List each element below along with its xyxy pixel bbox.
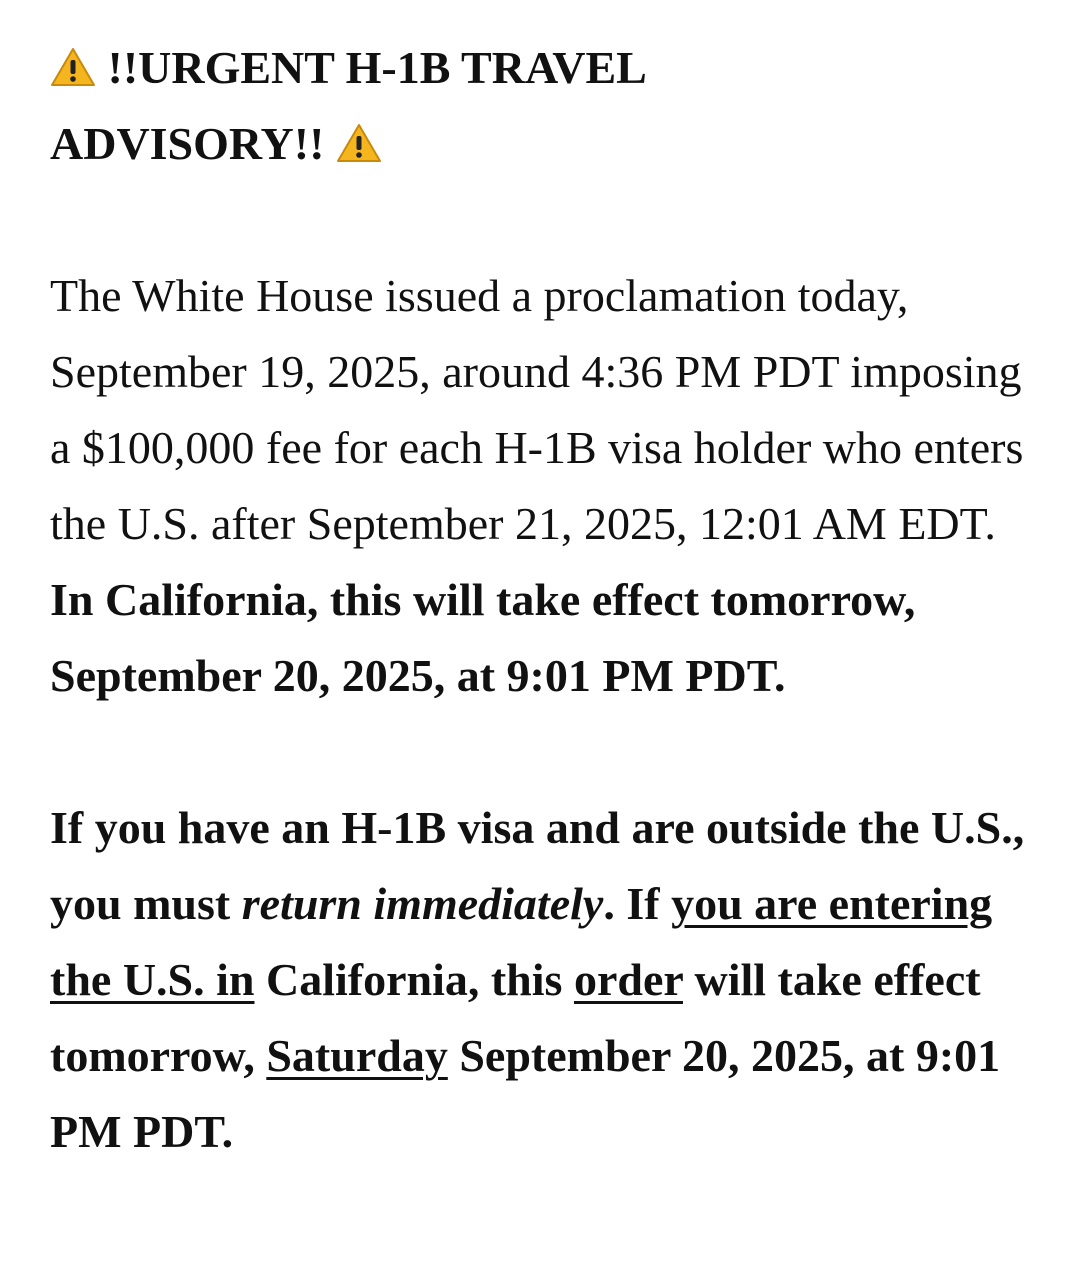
paragraph2-underline-order: order — [573, 954, 683, 1005]
paragraph2-part5: September 20, 2025, at 9:01 PM PDT. — [50, 1030, 1001, 1157]
paragraph2-part3: California, this — [254, 954, 574, 1005]
paragraph-instructions — [50, 790, 1050, 1170]
warning-icon — [336, 123, 382, 163]
paragraph-proclamation — [50, 258, 1050, 714]
spacer — [50, 714, 1050, 790]
title-line-2: ADVISORY!! — [50, 118, 325, 169]
advisory-title — [50, 30, 1050, 182]
paragraph2-underline-entering: you are entering the U.S. in — [50, 878, 993, 1005]
warning-icon — [50, 47, 96, 87]
paragraph2-part2: . If — [603, 878, 672, 929]
paragraph2-part4: will take effect tomorrow, — [50, 954, 981, 1081]
paragraph1-bold-text: In California, this will take effect tomorrow, September 20, 2025, at 9:01 PM PDT. — [50, 574, 916, 701]
paragraph1-text: The White House issued a proclamation today, September 19, 2025, around 4:36 PM PDT imposing a $100,000 fee for each H-1B visa holder who enters the U.S. after September 21, 2025, 12:01 AM EDT. — [50, 270, 1024, 549]
paragraph2-italic: return immediately — [241, 878, 604, 929]
spacer — [50, 182, 1050, 258]
advisory-document — [50, 30, 1050, 1170]
paragraph2-underline-saturday: Saturday — [266, 1030, 448, 1081]
title-line-1: !!URGENT H-1B TRAVEL — [107, 42, 647, 93]
paragraph2-part1: If you have an H-1B visa and are outside the U.S., you must — [50, 802, 1025, 929]
